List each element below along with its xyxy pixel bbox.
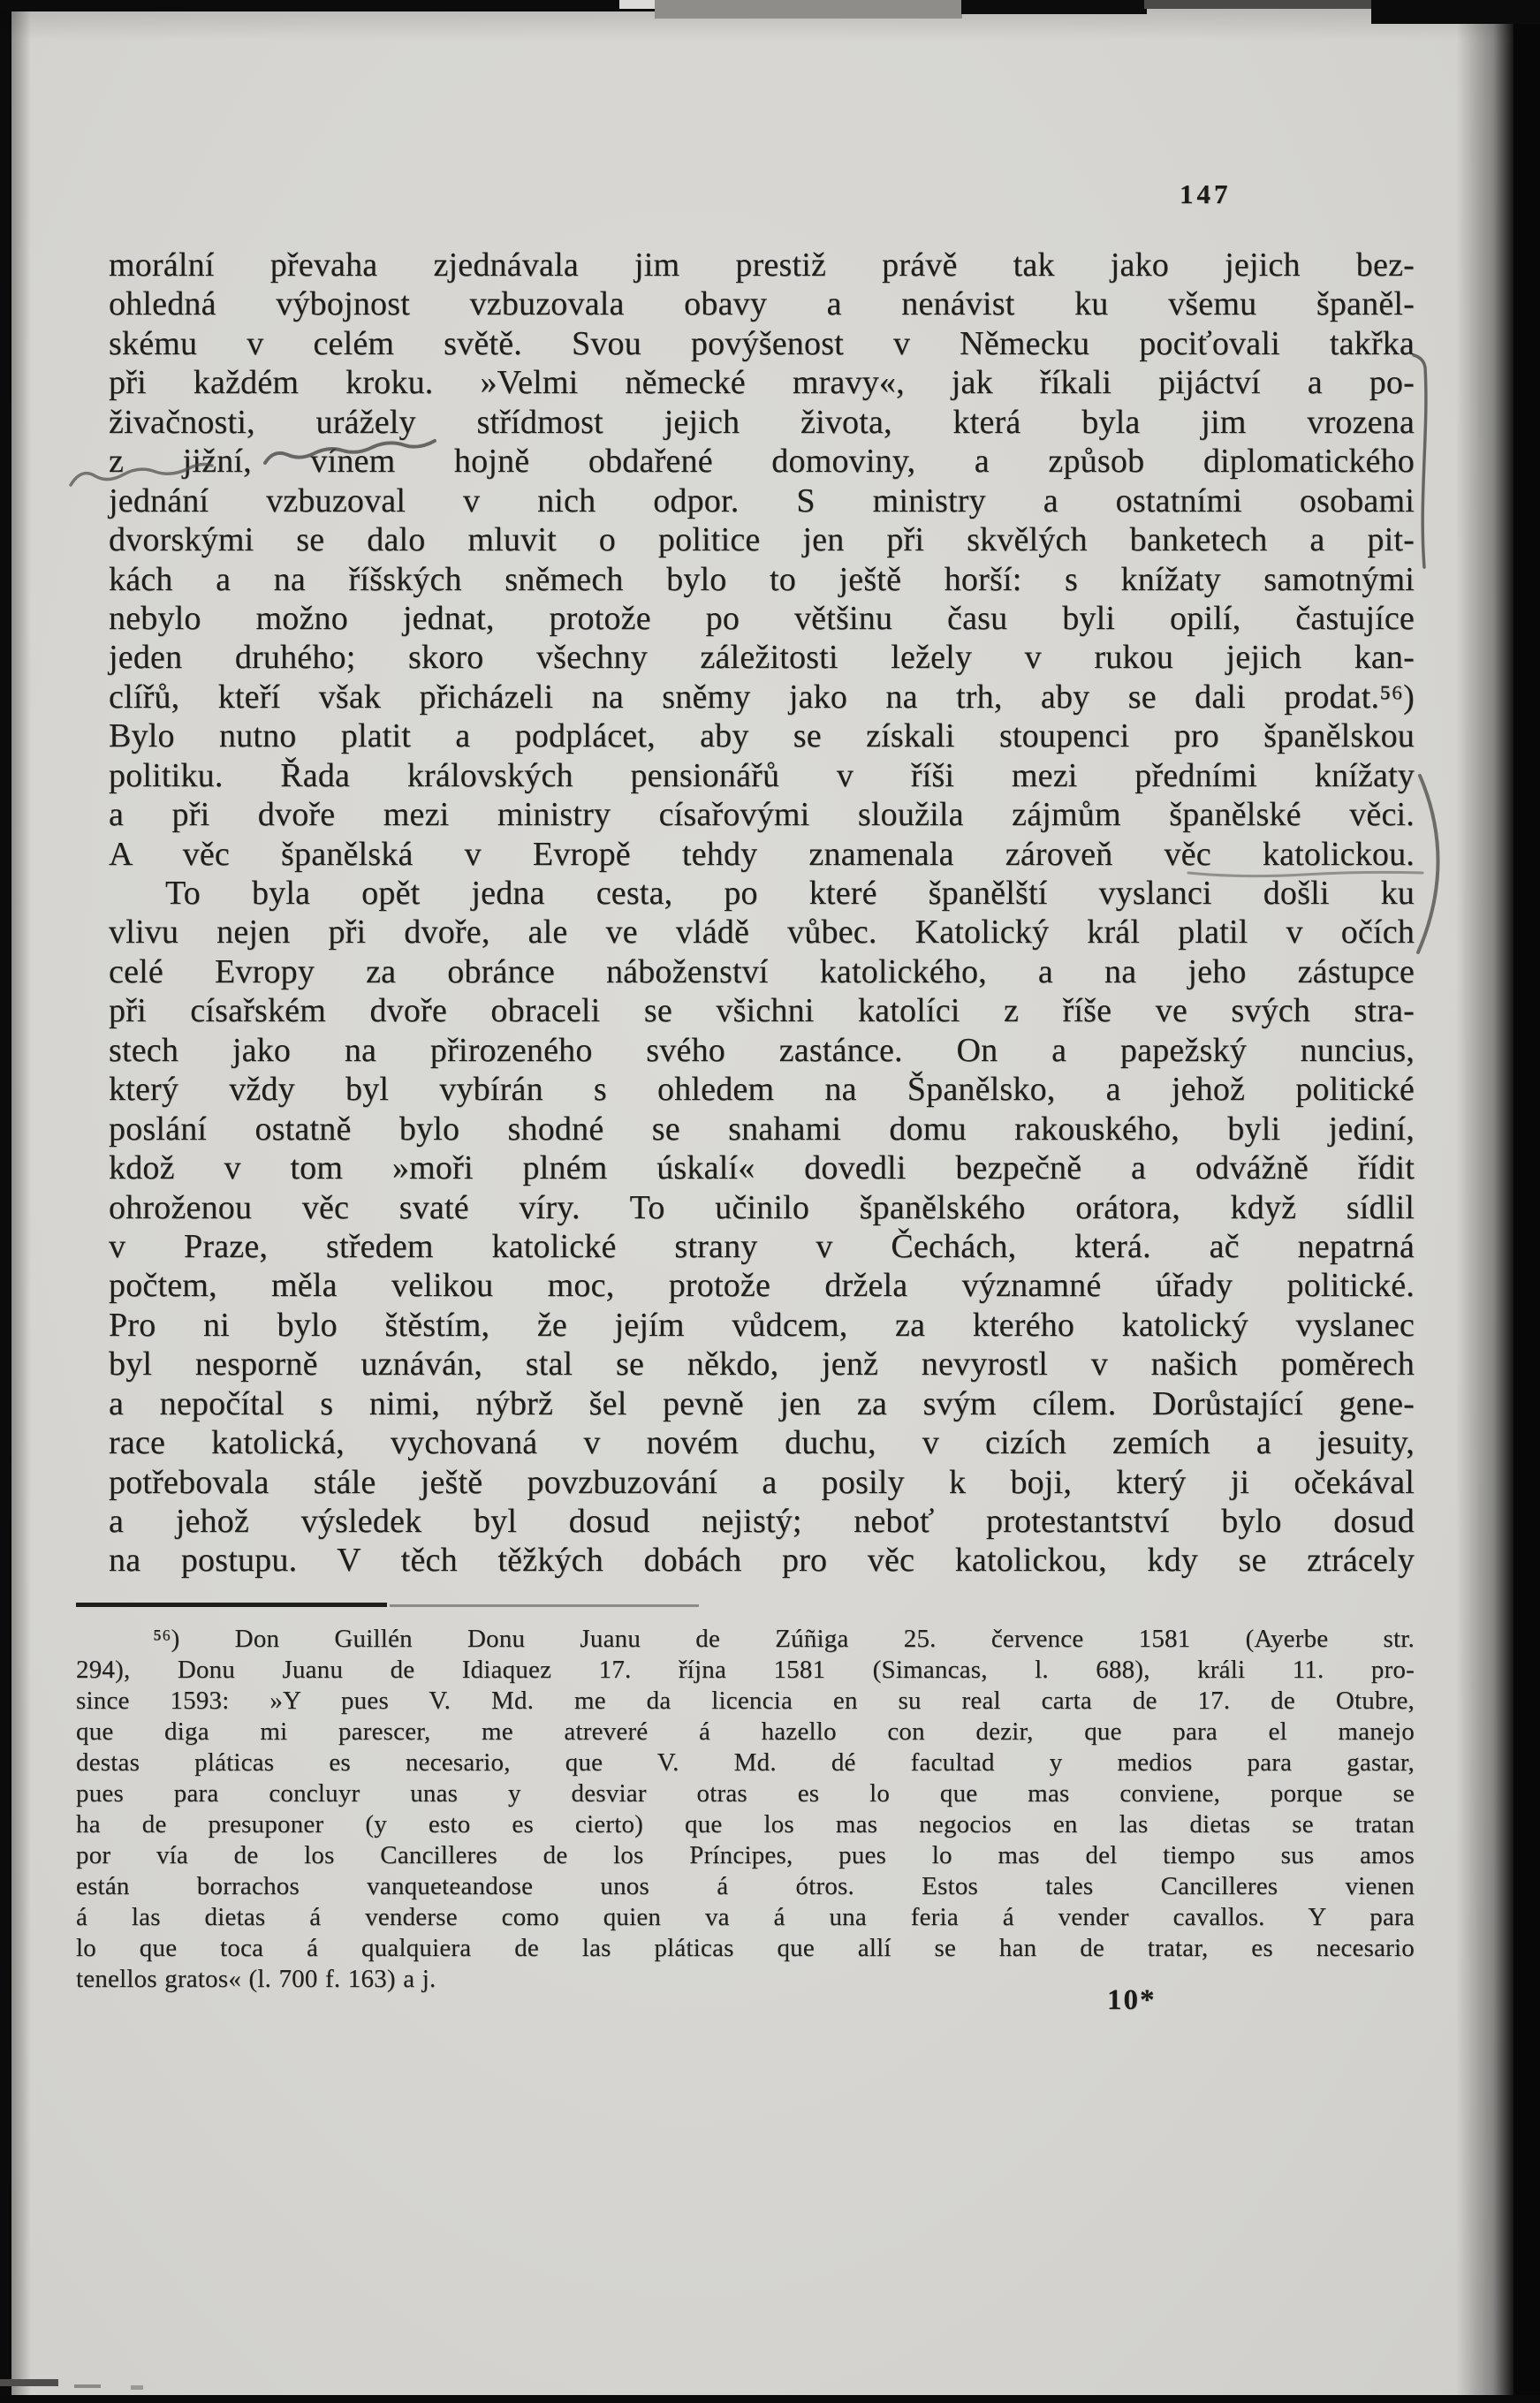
text-line: jeden druhého; skoro všechny záležitosti ležely v rukou jejich kan-	[109, 639, 1415, 677]
scan-artifact-bottom-left	[131, 2385, 143, 2390]
text-line: vlivu nejen při dvoře, ale ve vládě vůbec. Katolický král platil v očích	[109, 913, 1415, 951]
paragraph-2	[109, 874, 1415, 1581]
text-line: clířů, kteří však přicházeli na sněmy jako na trh, aby se dali prodat.⁵⁶)	[109, 678, 1415, 716]
text-line: kdož v tom »moři plném úskalí« dovedli bezpečně a odvážně řídit	[109, 1149, 1415, 1187]
text-line: při císařském dvoře obraceli se všichni katolíci z říše ve svých stra-	[109, 992, 1415, 1030]
scan-edge-top-segment	[1144, 0, 1376, 9]
scan-edge-left-shadow	[11, 0, 31, 2403]
text-line: celé Evropy za obránce náboženství katolického, a na jeho zástupce	[109, 952, 1415, 990]
text-line: byl nesporně uznáván, stal se někdo, jenž nevyrostl v našich poměrech	[109, 1346, 1415, 1383]
text-line: tenellos gratos« (l. 700 f. 163) a j.	[76, 1965, 436, 1993]
text-line: počtem, měla velikou moc, protože držela významné úřady politické.	[109, 1267, 1415, 1305]
text-line: z jižní, vínem hojně obdařené domoviny, a způsob diplomatického	[109, 443, 1415, 481]
scan-edge-bottom	[0, 2395, 1540, 2403]
text-line: pues para concluyr unas y desviar otras es lo que mas conviene, porque se	[76, 1779, 1415, 1808]
scan-edge-top-segment	[655, 0, 962, 19]
text-line: ohledná výbojnost vzbuzovala obavy a nenávist ku všemu španěl-	[109, 285, 1415, 323]
page-number: 147	[1180, 178, 1232, 209]
scan-edge-left	[0, 0, 11, 2403]
text-line: a při dvoře mezi ministry císařovými sloužila zájmům španělské věci.	[109, 796, 1415, 834]
text-line: destas pláticas es necesario, que V. Md. dé facultad y medios para gastar,	[76, 1748, 1415, 1777]
scan-edge-right	[1513, 0, 1540, 2403]
text-line: 294), Donu Juanu de Idiaquez 17. října 1581 (Simancas, l. 688), králi 11. pro-	[76, 1656, 1415, 1684]
text-line: na postupu. V těch těžkých dobách pro věc katolickou, kdy se ztrácely	[109, 1542, 1415, 1580]
footnote-separator	[76, 1603, 387, 1607]
scan-edge-top-corner	[1371, 0, 1540, 24]
text-line: a nepočítal s nimi, nýbrž šel pevně jen za svým cílem. Dorůstající gene-	[109, 1384, 1415, 1422]
text-line: ha de presuponer (y esto es cierto) que los mas negocios en las dietas se tratan	[76, 1810, 1415, 1838]
text-line: que diga mi parescer, me atreveré á hazello con dezir, que para el manejo	[76, 1717, 1415, 1746]
text-line: poslání ostatně bylo shodné se snahami domu rakouského, byli jediní,	[109, 1110, 1415, 1148]
text-line: Pro ni bylo štěstím, že jejím vůdcem, za kterého katolický vyslanec	[109, 1306, 1415, 1344]
text-line: kách a na říšských sněmech bylo to ještě horší: s knížaty samotnými	[109, 560, 1415, 598]
text-line: skému v celém světě. Svou povýšenost v Německu pociťovali takřka	[109, 324, 1415, 362]
text-line: při každém kroku. »Velmi německé mravy«, jak říkali pijáctví a po-	[109, 364, 1415, 402]
scan-edge-top-segment	[961, 0, 1147, 14]
scan-artifact-bottom-left	[74, 2384, 101, 2388]
text-line: á las dietas á venderse como quien va á una feria á vender cavallos. Y para	[76, 1903, 1415, 1931]
text-line: race katolická, vychovaná v novém duchu, v cizích zemích a jesuity,	[109, 1424, 1415, 1462]
text-line: a jehož výsledek byl dosud nejistý; neboť protestantství bylo dosud	[109, 1503, 1415, 1540]
footnote	[76, 1624, 1415, 1995]
text-line: stech jako na přirozeného svého zastánce. On a papežský nuncius,	[109, 1031, 1415, 1069]
text-line: To byla opět jedna cesta, po které španělští vyslanci došli ku	[165, 875, 1415, 912]
scan-edge-top-gap	[619, 0, 655, 9]
text-line: který vždy byl vybírán s ohledem na Španělsko, a jehož politické	[109, 1071, 1415, 1109]
scan-artifact-bottom-left	[0, 2379, 58, 2386]
scan-edge-right-shadow	[1456, 0, 1513, 2403]
printer-signature: 10*	[1107, 1984, 1157, 2016]
text-line: por vía de los Cancilleres de los Príncipes, pues lo mas del tiempo sus amos	[76, 1841, 1415, 1869]
text-line: morální převaha zjednávala jim prestiž právě tak jako jejich bez-	[109, 246, 1415, 284]
text-line: politiku. Řada královských pensionářů v říši mezi předními knížaty	[109, 756, 1415, 794]
scan-edge-top-segment	[0, 0, 658, 11]
paragraph-1	[109, 246, 1415, 874]
body-text	[109, 246, 1415, 1581]
text-line: v Praze, středem katolické strany v Čechách, která. ač nepatrná	[109, 1227, 1415, 1265]
text-line: A věc španělská v Evropě tehdy znamenala zároveň věc katolickou.	[109, 835, 1415, 873]
text-line: since 1593: »Y pues V. Md. me da licencia en su real carta de 17. de Otubre,	[76, 1687, 1415, 1715]
text-line: nebylo možno jednat, protože po většinu času byli opilí, častujíce	[109, 599, 1415, 637]
text-line: dvorskými se dalo mluvit o politice jen při skvělých banketech a pit-	[109, 521, 1415, 559]
text-line: potřebovala stále ještě povzbuzování a posily k boji, který ji očekával	[109, 1463, 1415, 1501]
text-line: jednání vzbuzoval v nich odpor. S ministry a ostatními osobami	[109, 481, 1415, 519]
text-line: živačnosti, urážely střídmost jejich života, která byla jim vrozena	[109, 403, 1415, 441]
text-line: Bylo nutno platit a podplácet, aby se získali stoupenci pro španělskou	[109, 717, 1415, 755]
scanned-book-page	[11, 0, 1513, 2403]
text-line: lo que toca á qualquiera de las pláticas que allí se han de tratar, es necesario	[76, 1934, 1415, 1962]
text-line: ⁵⁶) Don Guillén Donu Juanu de Zúñiga 25. července 1581 (Ayerbe str.	[153, 1625, 1415, 1653]
text-line: ohroženou věc svaté víry. To učinilo španělského orátora, když sídlil	[109, 1188, 1415, 1226]
text-line: están borrachos vanqueteandose unos á ótros. Estos tales Cancilleres vienen	[76, 1872, 1415, 1900]
